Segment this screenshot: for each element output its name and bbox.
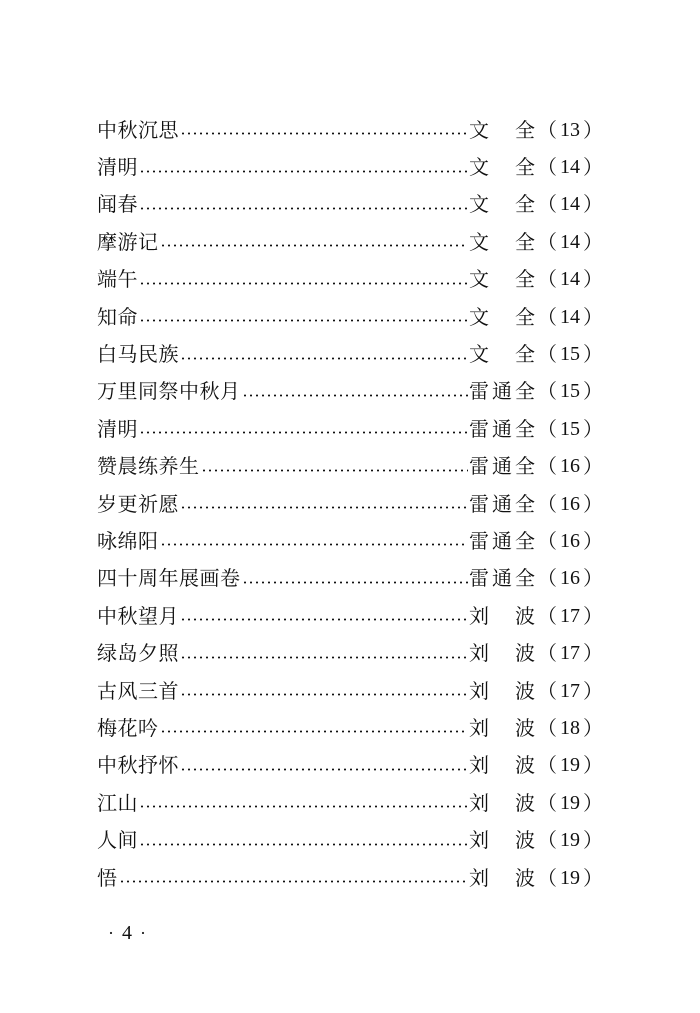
dot-leader: [139, 170, 468, 173]
author-char: 全: [515, 304, 535, 329]
page-number-ref: 18: [560, 716, 580, 739]
toc-entry-title: 梅花吟: [97, 715, 159, 740]
paren-close: ）: [583, 454, 603, 479]
toc-entry-title: 端午: [97, 267, 138, 292]
toc-entry: [0, 672, 700, 709]
page-number-ref: 17: [560, 604, 580, 627]
paren-close: ）: [583, 790, 603, 815]
toc-entry-page: [537, 193, 603, 215]
page-number-ref: 14: [560, 156, 580, 179]
toc-entry-line: [97, 418, 603, 440]
dot-leader: [242, 394, 469, 397]
author-char: 刘: [469, 828, 489, 853]
toc-entry-title: 古风三首: [97, 678, 179, 703]
paren-open: （: [537, 117, 557, 142]
toc-entry: [0, 597, 700, 634]
page-number-ref: 14: [560, 268, 580, 291]
toc-entry-title: 万里同祭中秋月: [97, 379, 241, 404]
dot-leader: [160, 244, 469, 247]
toc-entry-author: [469, 306, 535, 328]
author-char: 刘: [469, 790, 489, 815]
dot-leader: [180, 768, 468, 771]
toc-entry-line: [97, 380, 603, 402]
toc-entry-author: [469, 680, 535, 702]
page-number-ref: 17: [560, 642, 580, 665]
author-char: 雷: [469, 566, 489, 591]
toc-entry: [0, 373, 700, 410]
author-char: 雷: [469, 491, 489, 516]
toc-entry-title: 清明: [97, 416, 138, 441]
dot-leader: [180, 357, 468, 360]
toc-entry-author: [469, 343, 535, 365]
author-char: 全: [515, 267, 535, 292]
paren-open: （: [537, 678, 557, 703]
dot-leader: [139, 282, 468, 285]
toc-entry-line: [97, 530, 603, 552]
paren-close: ）: [583, 828, 603, 853]
page-number-ref: 15: [560, 417, 580, 440]
dot-leader: [180, 618, 468, 621]
author-char: 波: [515, 715, 535, 740]
toc-entry: [0, 335, 700, 372]
toc-entry-page: [537, 829, 603, 851]
author-char: 波: [515, 828, 535, 853]
dot-leader: [180, 693, 468, 696]
author-char: 波: [515, 790, 535, 815]
author-char: 文: [469, 117, 489, 142]
toc-entry-author: [469, 119, 535, 141]
toc-entry-line: [97, 306, 603, 328]
author-char: 通: [492, 379, 512, 404]
toc-entry-page: [537, 642, 603, 664]
paren-open: （: [537, 416, 557, 441]
page-number-ref: 19: [560, 754, 580, 777]
toc-entry-page: [537, 119, 603, 141]
author-char: 通: [492, 454, 512, 479]
toc-entry-page: [537, 867, 603, 889]
toc-entry-line: [97, 567, 603, 589]
author-char: 全: [515, 528, 535, 553]
author-char: 文: [469, 192, 489, 217]
author-char: 刘: [469, 753, 489, 778]
toc-entry-page: [537, 754, 603, 776]
paren-close: ）: [583, 416, 603, 441]
paren-close: ）: [583, 155, 603, 180]
toc-entry-title: 中秋抒怀: [97, 753, 179, 778]
toc-entry-line: [97, 605, 603, 627]
toc-entry-author: [469, 231, 535, 253]
page-number-ref: 15: [560, 380, 580, 403]
toc-entry-title: 四十周年展画卷: [97, 566, 241, 591]
paren-open: （: [537, 267, 557, 292]
toc-entry-author: [469, 380, 535, 402]
author-char: 波: [515, 865, 535, 890]
paren-close: ）: [583, 678, 603, 703]
paren-close: ）: [583, 342, 603, 367]
toc-entry-title: 咏绵阳: [97, 528, 159, 553]
toc-entry-title: 白马民族: [97, 342, 179, 367]
toc-entry-title: 中秋沉思: [97, 117, 179, 142]
toc-entry-line: [97, 119, 603, 141]
toc-entry: [0, 410, 700, 447]
paren-close: ）: [583, 229, 603, 254]
author-char: 全: [515, 342, 535, 367]
toc-entry-title: 绿岛夕照: [97, 641, 179, 666]
author-char: 雷: [469, 454, 489, 479]
dot-leader: [139, 319, 468, 322]
page-number-right-dot: ·: [140, 923, 146, 943]
toc-entry-page: [537, 493, 603, 515]
paren-open: （: [537, 753, 557, 778]
toc-entry-page: [537, 605, 603, 627]
dot-leader: [139, 207, 468, 210]
author-char: 雷: [469, 528, 489, 553]
toc-entry-author: [469, 530, 535, 552]
paren-close: ）: [583, 865, 603, 890]
author-char: 全: [515, 192, 535, 217]
toc-entry-line: [97, 717, 603, 739]
toc-entry-line: [97, 231, 603, 253]
page-number-ref: 13: [560, 118, 580, 141]
toc-entry: [0, 821, 700, 858]
page-number-left-dot: ·: [108, 923, 114, 943]
toc-entry-page: [537, 306, 603, 328]
page-number-ref: 16: [560, 529, 580, 552]
page-number-ref: 14: [560, 193, 580, 216]
dot-leader: [160, 730, 469, 733]
paren-close: ）: [583, 753, 603, 778]
toc-entry-line: [97, 754, 603, 776]
toc-entry-author: [469, 193, 535, 215]
author-char: 刘: [469, 715, 489, 740]
author-char: 通: [492, 416, 512, 441]
author-char: 通: [492, 528, 512, 553]
toc-entry: [0, 261, 700, 298]
toc-entry-author: [469, 792, 535, 814]
author-char: 全: [515, 454, 535, 479]
author-char: 雷: [469, 379, 489, 404]
toc-entry-page: [537, 380, 603, 402]
page-number-ref: 15: [560, 343, 580, 366]
toc-entry-author: [469, 829, 535, 851]
page-footer: [100, 922, 154, 945]
dot-leader: [139, 805, 468, 808]
toc-entry-page: [537, 418, 603, 440]
table-of-contents: [0, 111, 700, 896]
author-char: 文: [469, 304, 489, 329]
author-char: 全: [515, 229, 535, 254]
paren-open: （: [537, 566, 557, 591]
toc-entry-line: [97, 193, 603, 215]
toc-entry-title: 闻春: [97, 192, 138, 217]
toc-entry-title: 清明: [97, 155, 138, 180]
toc-entry-page: [537, 455, 603, 477]
toc-entry-title: 岁更祈愿: [97, 491, 179, 516]
page-number-ref: 16: [560, 455, 580, 478]
toc-entry-line: [97, 268, 603, 290]
author-char: 全: [515, 117, 535, 142]
paren-open: （: [537, 790, 557, 815]
toc-entry: [0, 709, 700, 746]
paren-close: ）: [583, 267, 603, 292]
dot-leader: [180, 132, 468, 135]
toc-entry: [0, 148, 700, 185]
toc-entry-line: [97, 642, 603, 664]
toc-entry: [0, 223, 700, 260]
toc-entry-page: [537, 530, 603, 552]
toc-entry: [0, 634, 700, 671]
page-number-ref: 14: [560, 230, 580, 253]
author-char: 全: [515, 566, 535, 591]
toc-entry-author: [469, 156, 535, 178]
toc-entry-author: [469, 567, 535, 589]
author-char: 波: [515, 603, 535, 628]
toc-entry-line: [97, 455, 603, 477]
toc-entry-author: [469, 605, 535, 627]
author-char: 波: [515, 678, 535, 703]
dot-leader: [119, 880, 469, 883]
toc-entry-author: [469, 418, 535, 440]
toc-entry: [0, 186, 700, 223]
paren-open: （: [537, 379, 557, 404]
page-number-ref: 14: [560, 305, 580, 328]
dot-leader: [160, 543, 469, 546]
toc-entry-title: 中秋望月: [97, 603, 179, 628]
paren-close: ）: [583, 528, 603, 553]
toc-entry: [0, 859, 700, 896]
toc-entry-author: [469, 268, 535, 290]
paren-close: ）: [583, 192, 603, 217]
author-char: 文: [469, 155, 489, 180]
paren-open: （: [537, 192, 557, 217]
toc-entry-line: [97, 493, 603, 515]
dot-leader: [201, 469, 469, 472]
paren-close: ）: [583, 117, 603, 142]
toc-entry: [0, 784, 700, 821]
paren-close: ）: [583, 715, 603, 740]
paren-close: ）: [583, 566, 603, 591]
paren-close: ）: [583, 641, 603, 666]
toc-entry-title: 悟: [97, 865, 118, 890]
paren-open: （: [537, 229, 557, 254]
page-number-ref: 16: [560, 492, 580, 515]
toc-entry-page: [537, 792, 603, 814]
toc-entry-title: 人间: [97, 828, 138, 853]
toc-entry-line: [97, 829, 603, 851]
toc-entry-title: 知命: [97, 304, 138, 329]
toc-entry-page: [537, 231, 603, 253]
paren-open: （: [537, 491, 557, 516]
paren-open: （: [537, 155, 557, 180]
author-char: 文: [469, 342, 489, 367]
toc-entry-page: [537, 268, 603, 290]
toc-entry: [0, 485, 700, 522]
page-number-ref: 19: [560, 829, 580, 852]
toc-entry-line: [97, 867, 603, 889]
author-char: 刘: [469, 865, 489, 890]
toc-entry-title: 江山: [97, 790, 138, 815]
paren-open: （: [537, 528, 557, 553]
toc-entry-line: [97, 680, 603, 702]
page-number-ref: 17: [560, 679, 580, 702]
page-number-ref: 19: [560, 791, 580, 814]
toc-entry: [0, 298, 700, 335]
toc-entry-page: [537, 343, 603, 365]
toc-entry: [0, 747, 700, 784]
toc-entry-author: [469, 867, 535, 889]
author-char: 通: [492, 491, 512, 516]
toc-entry-title: 摩游记: [97, 229, 159, 254]
dot-leader: [180, 656, 468, 659]
author-char: 雷: [469, 416, 489, 441]
toc-entry-author: [469, 717, 535, 739]
page-number-ref: 19: [560, 866, 580, 889]
toc-entry-page: [537, 680, 603, 702]
toc-entry-line: [97, 343, 603, 365]
toc-entry: [0, 522, 700, 559]
toc-entry-page: [537, 567, 603, 589]
paren-open: （: [537, 454, 557, 479]
author-char: 全: [515, 491, 535, 516]
toc-entry-page: [537, 717, 603, 739]
author-char: 波: [515, 641, 535, 666]
paren-open: （: [537, 342, 557, 367]
paren-open: （: [537, 715, 557, 740]
author-char: 全: [515, 155, 535, 180]
toc-entry-author: [469, 455, 535, 477]
author-char: 全: [515, 379, 535, 404]
toc-entry: [0, 111, 700, 148]
toc-entry-line: [97, 156, 603, 178]
paren-close: ）: [583, 603, 603, 628]
toc-entry: [0, 560, 700, 597]
author-char: 波: [515, 753, 535, 778]
toc-entry-title: 赞晨练养生: [97, 454, 200, 479]
page-number: 4: [122, 922, 132, 944]
toc-entry-page: [537, 156, 603, 178]
toc-entry-line: [97, 792, 603, 814]
paren-open: （: [537, 828, 557, 853]
paren-open: （: [537, 603, 557, 628]
author-char: 文: [469, 267, 489, 292]
dot-leader: [139, 843, 468, 846]
paren-open: （: [537, 304, 557, 329]
page-number-ref: 16: [560, 567, 580, 590]
author-char: 通: [492, 566, 512, 591]
paren-open: （: [537, 865, 557, 890]
toc-entry-author: [469, 754, 535, 776]
toc-entry: [0, 448, 700, 485]
author-char: 文: [469, 229, 489, 254]
paren-close: ）: [583, 379, 603, 404]
paren-close: ）: [583, 491, 603, 516]
dot-leader: [242, 581, 469, 584]
toc-entry-author: [469, 642, 535, 664]
toc-entry-author: [469, 493, 535, 515]
dot-leader: [180, 506, 468, 509]
author-char: 刘: [469, 603, 489, 628]
paren-close: ）: [583, 304, 603, 329]
author-char: 全: [515, 416, 535, 441]
paren-open: （: [537, 641, 557, 666]
author-char: 刘: [469, 678, 489, 703]
author-char: 刘: [469, 641, 489, 666]
dot-leader: [139, 431, 468, 434]
